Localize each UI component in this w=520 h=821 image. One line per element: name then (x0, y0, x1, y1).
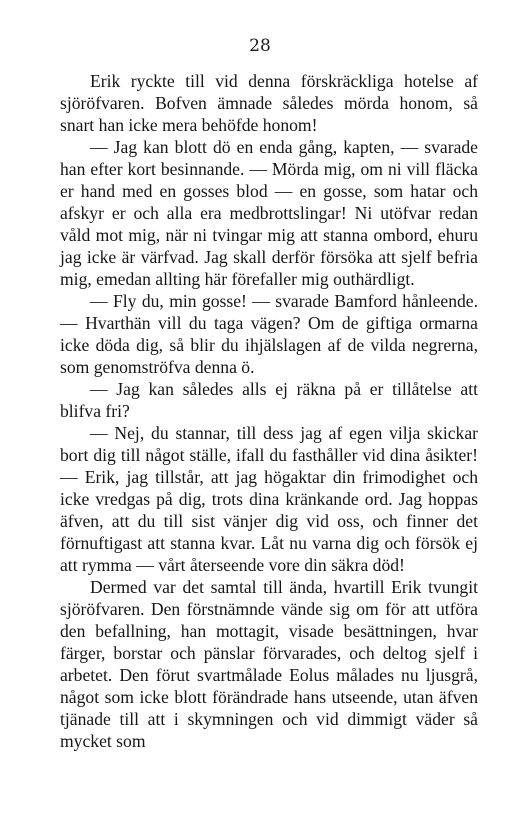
paragraph-4: — Jag kan således alls ej räkna på er tillåtelse att blifva fri? (60, 379, 478, 421)
paragraph-5: — Nej, du stannar, till dess jag af egen vilja skickar bort dig till något ställe, ifall du fasthåller vid dina åsikter! — Erik, jag tillstår, att jag högaktar din frimodighet och icke vredgas på dig, trots dina kränkande ord. Jag hoppas äfven, att du till sist vänjer dig vid oss, och finner det förnuftigast att stanna kvar. Låt nu varna dig och försök ej att rymma — vårt återseende vore din säkra död! (60, 423, 478, 575)
paragraph-3: — Fly du, min gosse! — svarade Bamford hånleende. — Hvarthän vill du taga vägen? Om de giftiga ormarna icke döda dig, så blir du ihjälslagen af de vilda negrerna, som genomströfva denna ö. (60, 291, 478, 377)
paragraph-6: Dermed var det samtal till ända, hvartill Erik tvungit sjöröfvaren. Den förstnämnde vände sig om för att utföra den befallning, han mottagit, visade besättningen, hvar färger, borstar och pänslar förvarades, och deltog sjelf i arbetet. Den förut svartmålade Eolus målades nu ljusgrå, något som icke blott förändrade hans utseende, utan äfven tjänade till att i skymningen och vid dimmigt väder så mycket som (60, 577, 478, 751)
paragraph-1: Erik ryckte till vid denna förskräckliga hotelse af sjöröfvaren. Bofven ämnade således mörda honom, så snart han icke mera behöfde honom! (60, 71, 478, 135)
body-text (60, 70, 478, 752)
paragraph-2: — Jag kan blott dö en enda gång, kapten, — svarade han efter kort besinnande. — Mörda mig, om ni vill fläcka er hand med en gosses blod — en gosse, som hatar och afskyr er och alla era medbrottslingar! Ni utöfvar redan våld mot mig, när ni tvingar mig att stanna ombord, ehuru jag icke är värfvad. Jag skall derför försöka att sjelf befria mig, emedan allting här förefaller mig outhärdligt. (60, 137, 478, 289)
page-number: 28 (249, 36, 271, 56)
